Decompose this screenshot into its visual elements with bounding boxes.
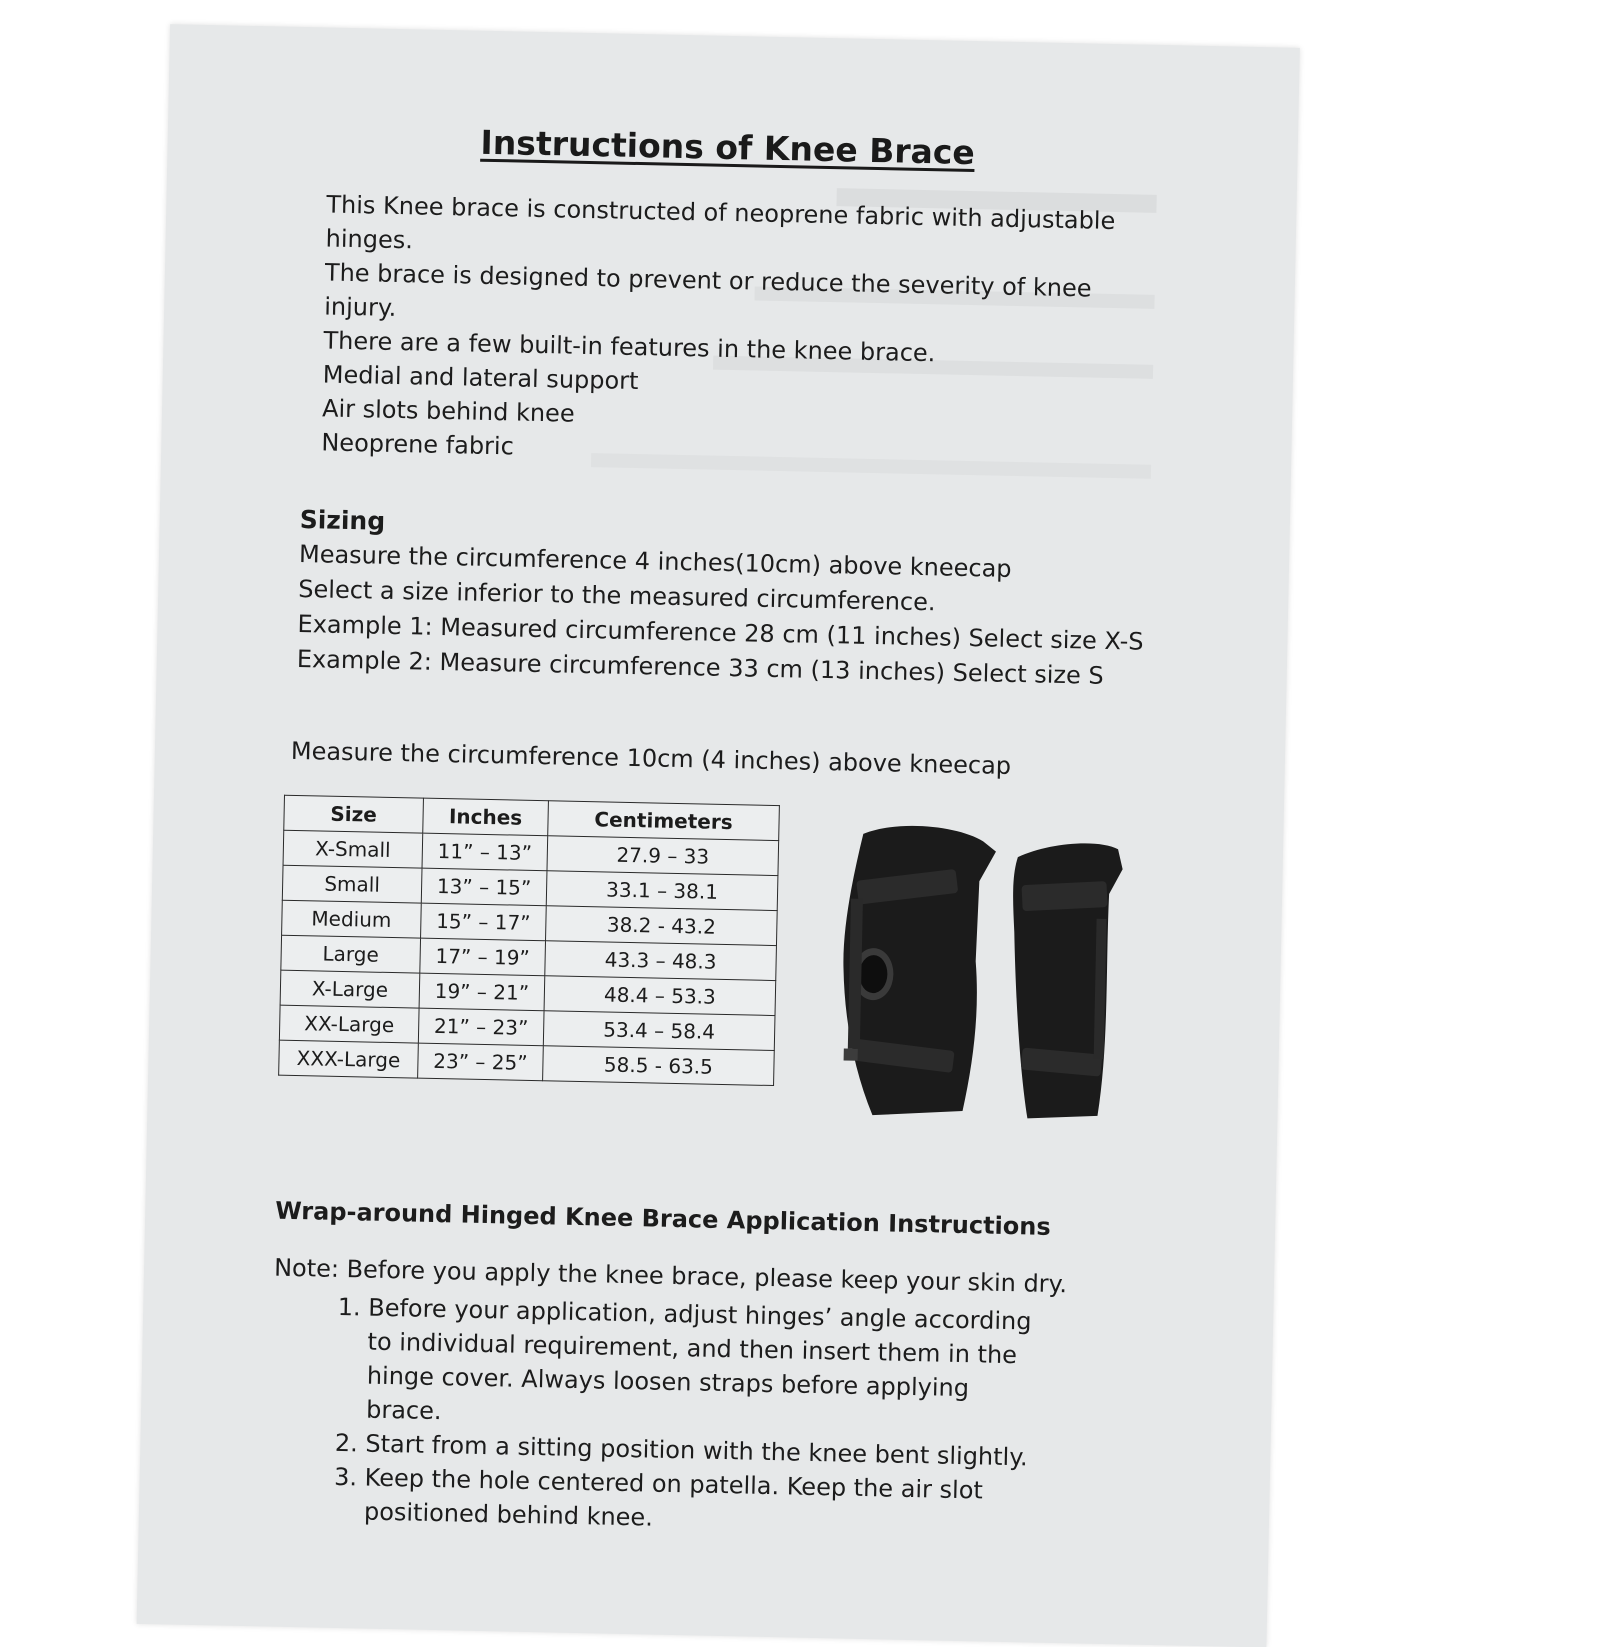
table-cell: 19” – 21” — [419, 973, 545, 1011]
list-item: 2. Start from a sitting position with the knee bent slightly. — [365, 1427, 1046, 1475]
table-cell: 17” – 19” — [420, 938, 546, 976]
table-cell: Large — [281, 935, 421, 973]
table-cell: 11” – 13” — [422, 833, 548, 871]
table-cell: XX-Large — [279, 1005, 419, 1043]
table-cell: Small — [282, 865, 422, 903]
sizing-line: Measure the circumference 4 inches(10cm) above kneecap — [298, 539, 1012, 583]
sizing-section — [296, 502, 1149, 695]
sizing-line: Select a size inferior to the measured circumference. — [298, 574, 936, 617]
size-table — [278, 795, 780, 1086]
intro-section — [321, 187, 1167, 477]
table-cell: 38.2 - 43.2 — [546, 906, 778, 946]
list-item: 3. Keep the hole centered on patella. Keep the air slot positioned behind knee. — [364, 1461, 1045, 1543]
measure-instruction: Measure the circumference 10cm (4 inches) above kneecap — [290, 736, 1012, 780]
feature-item: Air slots behind knee — [321, 394, 575, 428]
document-page — [137, 24, 1300, 1647]
table-cell: 53.4 – 58.4 — [543, 1011, 775, 1051]
application-heading: Wrap-around Hinged Knee Brace Application Instructions — [275, 1196, 1051, 1241]
table-cell: 48.4 – 53.3 — [544, 976, 776, 1016]
feature-item: Medial and lateral support — [322, 360, 639, 396]
list-item: 1. Before your application, adjust hinges’ angle according to individual requirement, and then insert them in the hinge cover. Always loosen straps before applying brace. — [366, 1291, 1049, 1441]
intro-line: The brace is designed to prevent or reduce the severity of knee injury. — [323, 258, 1092, 322]
intro-line: This Knee brace is constructed of neoprene fabric with adjustable hinges. — [325, 190, 1116, 255]
front-brace-image — [840, 824, 996, 1117]
table-cell: 43.3 – 48.3 — [545, 941, 777, 981]
table-cell: 15” – 17” — [421, 903, 547, 941]
page-title: Instructions of Knee Brace — [480, 122, 976, 173]
table-cell: 27.9 – 33 — [547, 836, 779, 876]
application-section — [269, 1197, 1136, 1545]
table-cell: 58.5 - 63.5 — [543, 1046, 775, 1086]
table-header: Inches — [423, 798, 549, 836]
knee-brace-illustration — [812, 818, 1128, 1124]
table-cell: 33.1 – 38.1 — [546, 871, 778, 911]
table-cell: X-Large — [280, 970, 420, 1008]
table-cell: XXX-Large — [279, 1040, 419, 1078]
document-content — [273, 27, 1160, 1532]
table-cell: 23” – 25” — [418, 1043, 544, 1081]
table-cell: X-Small — [283, 830, 423, 868]
table-cell: 21” – 23” — [418, 1008, 544, 1046]
sizing-line: Example 2: Measure circumference 33 cm (13 inches) Select size S — [296, 644, 1104, 690]
application-steps — [269, 1289, 1049, 1543]
table-cell: 13” – 15” — [421, 868, 547, 906]
table-cell: Medium — [282, 900, 422, 938]
sizing-line: Example 1: Measured circumference 28 cm (11 inches) Select size X-S — [297, 609, 1144, 656]
table-header: Size — [284, 795, 424, 833]
sizing-heading: Sizing — [299, 504, 386, 536]
side-brace-image — [1008, 842, 1123, 1120]
intro-line: There are a few built-in features in the knee brace. — [323, 326, 936, 368]
note-text: Note: Before you apply the knee brace, please keep your skin dry. — [273, 1253, 1068, 1299]
table-header: Centimeters — [548, 801, 780, 841]
feature-item: Neoprene fabric — [321, 428, 515, 461]
